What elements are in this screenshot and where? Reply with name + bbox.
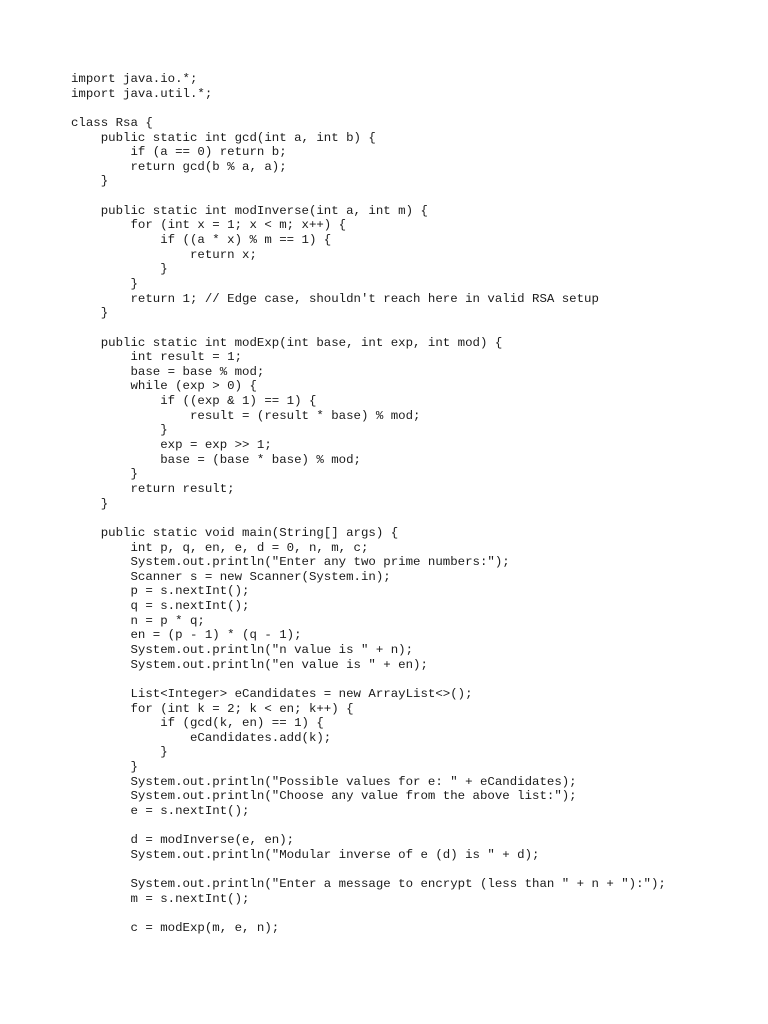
- code-line: }: [71, 467, 138, 482]
- code-line: }: [71, 174, 109, 189]
- code-line: import java.util.*;: [71, 86, 213, 101]
- code-line: if (a == 0) return b;: [71, 145, 287, 160]
- code-line: p = s.nextInt();: [71, 584, 250, 599]
- code-line: System.out.println("Modular inverse of e (d) is " + d);: [71, 847, 540, 862]
- code-line: return result;: [71, 481, 235, 496]
- code-line: [71, 321, 666, 336]
- code-line: n = p * q;: [71, 613, 205, 628]
- code-line: return gcd(b % a, a);: [71, 159, 287, 174]
- code-line: class Rsa {: [71, 115, 153, 130]
- code-block: [71, 72, 666, 936]
- code-line: [71, 819, 666, 834]
- code-line: public static int modInverse(int a, int m) {: [71, 203, 428, 218]
- code-line: [71, 101, 666, 116]
- code-line: for (int x = 1; x < m; x++) {: [71, 218, 347, 233]
- code-line: result = (result * base) % mod;: [71, 408, 421, 423]
- code-line: int p, q, en, e, d = 0, n, m, c;: [71, 540, 369, 555]
- code-line: System.out.println("n value is " + n);: [71, 642, 414, 657]
- code-line: exp = exp >> 1;: [71, 438, 272, 453]
- code-line: Scanner s = new Scanner(System.in);: [71, 569, 391, 584]
- code-line: List<Integer> eCandidates = new ArrayList<>();: [71, 686, 473, 701]
- code-line: public static int gcd(int a, int b) {: [71, 130, 376, 145]
- code-line: e = s.nextInt();: [71, 804, 250, 819]
- code-line: en = (p - 1) * (q - 1);: [71, 628, 302, 643]
- code-line: eCandidates.add(k);: [71, 730, 332, 745]
- code-line: [71, 672, 666, 687]
- code-line: }: [71, 496, 109, 511]
- code-line: [71, 511, 666, 526]
- code-line: }: [71, 423, 168, 438]
- code-line: d = modInverse(e, en);: [71, 833, 295, 848]
- code-line: }: [71, 760, 138, 775]
- code-line: c = modExp(m, e, n);: [71, 921, 280, 936]
- code-line: public static int modExp(int base, int exp, int mod) {: [71, 335, 503, 350]
- code-line: import java.io.*;: [71, 72, 198, 86]
- code-line: q = s.nextInt();: [71, 599, 250, 614]
- code-line: m = s.nextInt();: [71, 891, 250, 906]
- code-line: }: [71, 262, 168, 277]
- code-line: public static void main(String[] args) {: [71, 525, 399, 540]
- code-line: System.out.println("Enter any two prime numbers:");: [71, 555, 510, 570]
- code-line: System.out.println("Enter a message to encrypt (less than " + n + "):");: [71, 877, 666, 892]
- code-line: System.out.println("Choose any value from the above list:");: [71, 789, 577, 804]
- code-line: System.out.println("Possible values for e: " + eCandidates);: [71, 774, 577, 789]
- code-line: for (int k = 2; k < en; k++) {: [71, 701, 354, 716]
- code-line: }: [71, 306, 109, 321]
- code-line: [71, 189, 666, 204]
- code-line: }: [71, 276, 138, 291]
- code-line: int result = 1;: [71, 350, 243, 365]
- code-line: return x;: [71, 247, 257, 262]
- code-line: [71, 907, 666, 922]
- code-line: if ((exp & 1) == 1) {: [71, 394, 317, 409]
- code-line: base = base % mod;: [71, 364, 265, 379]
- code-line: while (exp > 0) {: [71, 379, 257, 394]
- code-line: base = (base * base) % mod;: [71, 452, 361, 467]
- code-line: }: [71, 745, 168, 760]
- code-line: [71, 863, 666, 878]
- code-line: if ((a * x) % m == 1) {: [71, 233, 332, 248]
- code-line: return 1; // Edge case, shouldn't reach here in valid RSA setup: [71, 291, 599, 306]
- code-line: if (gcd(k, en) == 1) {: [71, 716, 324, 731]
- code-line: System.out.println("en value is " + en);: [71, 657, 428, 672]
